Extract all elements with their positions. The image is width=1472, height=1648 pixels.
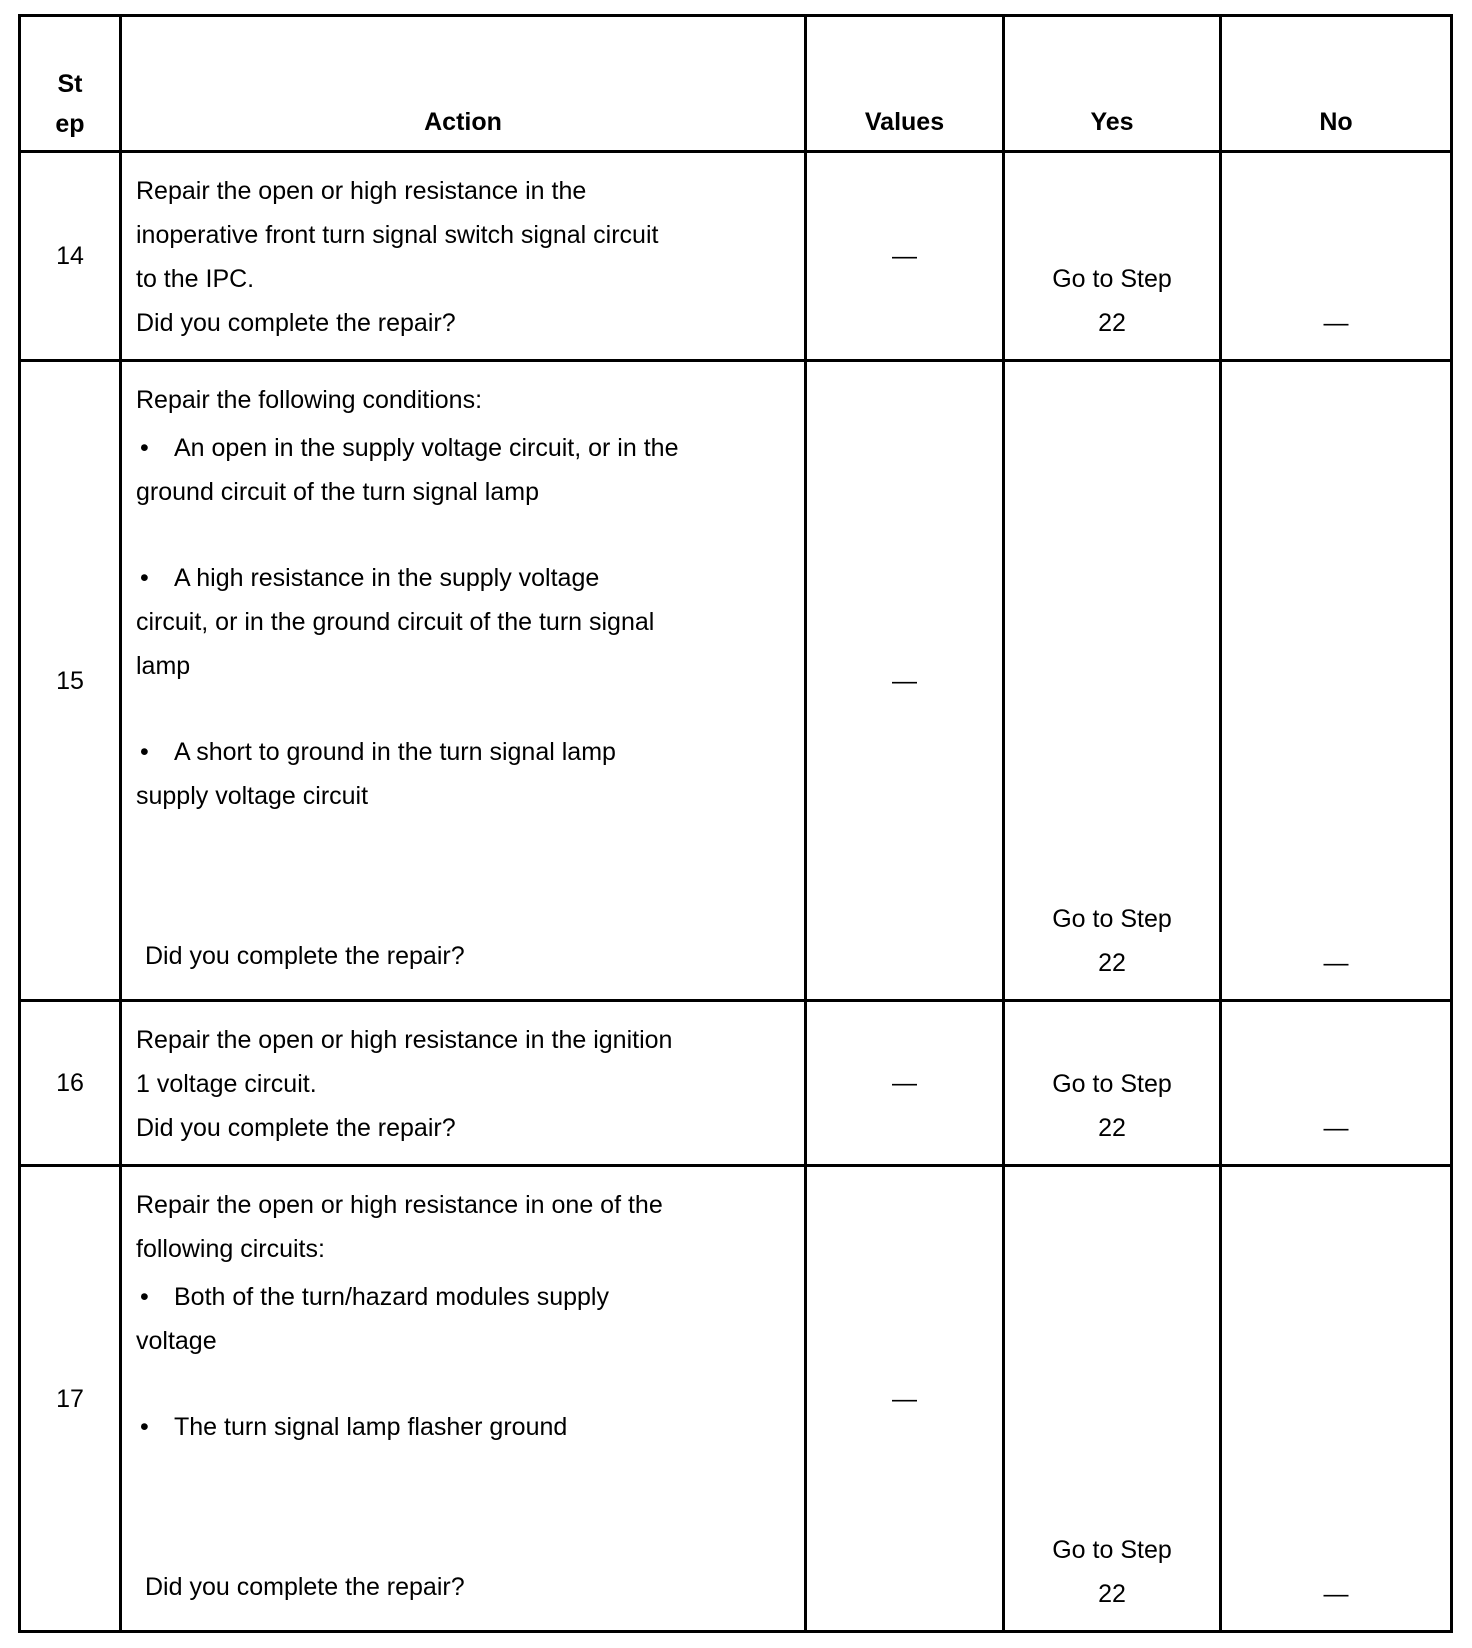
values-cell: — — [806, 361, 1004, 1001]
yes-go-to-step-link[interactable]: Go to Step — [1052, 1536, 1172, 1564]
action-text: 1 voltage circuit. — [136, 1070, 317, 1098]
header-step: St ep — [20, 16, 121, 152]
step-number: 16 — [20, 1001, 121, 1166]
action-intro: Repair the open or high resistance in one of the — [136, 1191, 663, 1219]
bullet-icon: • — [140, 434, 149, 462]
yes-step-number[interactable]: 22 — [1098, 949, 1126, 977]
bullet-item: • A short to ground in the turn signal lamp supply voltage circuit — [136, 730, 784, 818]
action-text: Repair the open or high resistance in the — [136, 177, 587, 205]
yes-step-number[interactable]: 22 — [1098, 1580, 1126, 1608]
bullet-item: • The turn signal lamp flasher ground — [136, 1405, 784, 1449]
table-row — [20, 1001, 1452, 1166]
action-intro: following circuits: — [136, 1235, 325, 1263]
action-question: Did you complete the repair? — [145, 1573, 465, 1601]
yes-step-number[interactable]: 22 — [1098, 309, 1126, 337]
bullet-item: • Both of the turn/hazard modules supply voltage — [136, 1275, 784, 1363]
action-text: Repair the open or high resistance in the ignition — [136, 1026, 673, 1054]
table-row — [20, 152, 1452, 361]
yes-go-to-step-link[interactable]: Go to Step — [1052, 265, 1172, 293]
step-number: 17 — [20, 1166, 121, 1632]
bullet-icon: • — [140, 1413, 149, 1441]
header-action: Action — [121, 16, 806, 152]
action-question: Did you complete the repair? — [136, 1114, 456, 1142]
values-cell: — — [806, 152, 1004, 361]
table-row — [20, 361, 1452, 1001]
action-cell — [121, 1166, 806, 1632]
step-number: 15 — [20, 361, 121, 1001]
yes-step-number[interactable]: 22 — [1098, 1114, 1126, 1142]
values-cell: — — [806, 1001, 1004, 1166]
yes-cell — [1004, 1166, 1221, 1632]
yes-cell — [1004, 1001, 1221, 1166]
header-no: No — [1221, 16, 1452, 152]
bullet-icon: • — [140, 1283, 149, 1311]
action-question: Did you complete the repair? — [145, 942, 465, 970]
values-cell: — — [806, 1166, 1004, 1632]
yes-go-to-step-link[interactable]: Go to Step — [1052, 1070, 1172, 1098]
bullet-icon: • — [140, 738, 149, 766]
yes-go-to-step-link[interactable]: Go to Step — [1052, 905, 1172, 933]
header-row — [20, 16, 1452, 152]
no-cell: — — [1221, 152, 1452, 361]
action-intro: Repair the following conditions: — [136, 386, 483, 414]
diagnostic-table — [18, 14, 1453, 1633]
action-cell — [121, 152, 806, 361]
yes-cell — [1004, 152, 1221, 361]
no-cell: — — [1221, 361, 1452, 1001]
action-cell — [121, 361, 806, 1001]
no-cell: — — [1221, 1001, 1452, 1166]
bullet-icon: • — [140, 564, 149, 592]
bullet-item: • A high resistance in the supply voltage circuit, or in the ground circuit of the turn signal lamp — [136, 556, 784, 688]
bullet-item: • An open in the supply voltage circuit, or in the ground circuit of the turn signal lamp — [136, 426, 784, 514]
action-text: to the IPC. — [136, 265, 255, 293]
action-cell — [121, 1001, 806, 1166]
no-cell: — — [1221, 1166, 1452, 1632]
step-number: 14 — [20, 152, 121, 361]
table-row — [20, 1166, 1452, 1632]
action-question: Did you complete the repair? — [136, 309, 456, 337]
action-text: inoperative front turn signal switch signal circuit — [136, 221, 659, 249]
yes-cell — [1004, 361, 1221, 1001]
header-yes: Yes — [1004, 16, 1221, 152]
header-values: Values — [806, 16, 1004, 152]
